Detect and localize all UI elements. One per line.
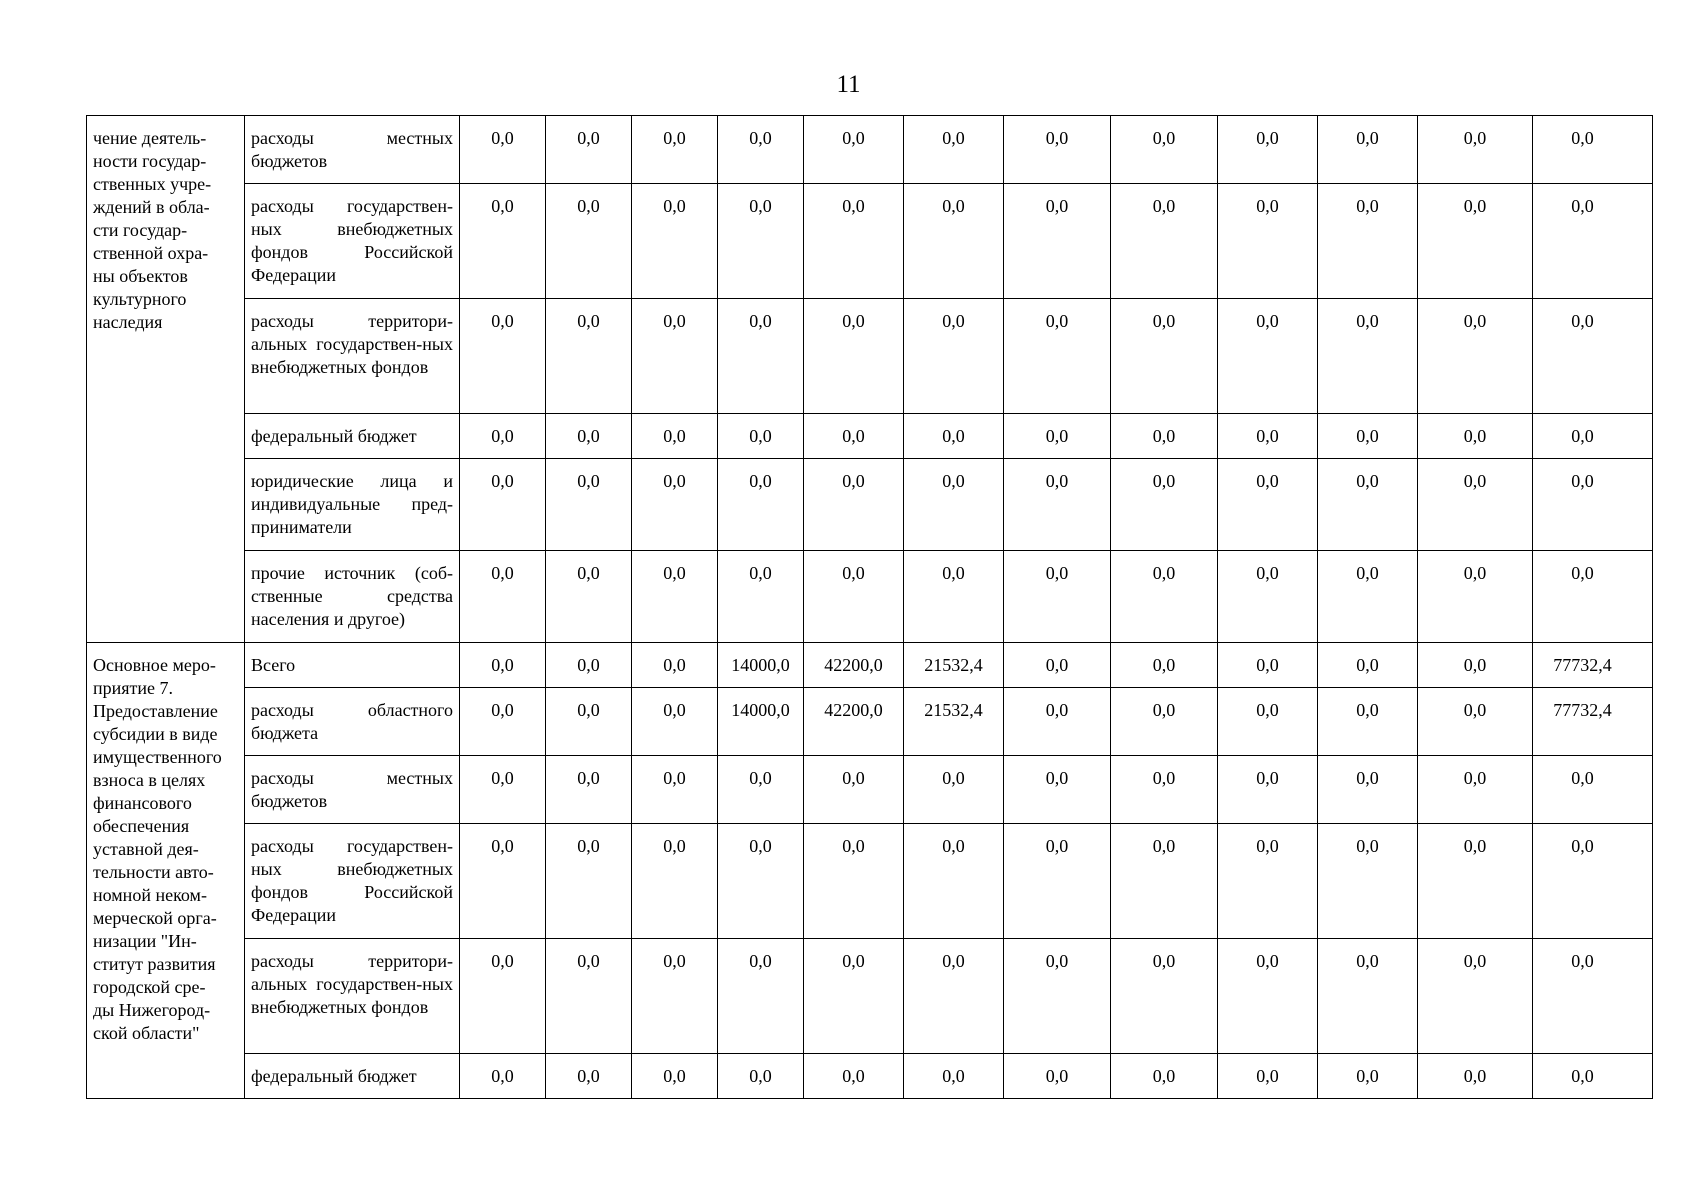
value-cell: 0,0	[1418, 551, 1533, 643]
value-cell: 0,0	[904, 939, 1004, 1054]
value-cell: 0,0	[904, 414, 1004, 459]
value-cell: 0,0	[804, 184, 904, 299]
value-cell: 0,0	[904, 551, 1004, 643]
value-cell: 0,0	[1004, 643, 1111, 688]
value-cell: 0,0	[460, 756, 546, 824]
value-cell: 0,0	[904, 116, 1004, 184]
value-cell: 0,0	[1004, 939, 1111, 1054]
table-row	[87, 939, 1653, 1054]
value-cell: 0,0	[1318, 299, 1418, 414]
value-cell: 42200,0	[804, 688, 904, 756]
value-cell: 0,0	[632, 643, 718, 688]
value-cell: 0,0	[1533, 184, 1653, 299]
value-cell: 0,0	[904, 1054, 1004, 1099]
value-cell: 0,0	[546, 939, 632, 1054]
value-cell: 0,0	[1418, 939, 1533, 1054]
value-cell: 0,0	[1533, 459, 1653, 551]
value-cell: 0,0	[632, 414, 718, 459]
page-number: 11	[836, 71, 861, 98]
budget-table	[86, 115, 1653, 1099]
value-cell: 0,0	[1418, 688, 1533, 756]
funding-source-cell: прочие источник (соб-ственные средства населения и другое)	[245, 551, 460, 643]
value-cell: 0,0	[546, 824, 632, 939]
value-cell: 0,0	[632, 116, 718, 184]
value-cell: 0,0	[804, 1054, 904, 1099]
value-cell: 0,0	[1004, 824, 1111, 939]
value-cell: 0,0	[460, 939, 546, 1054]
value-cell: 0,0	[718, 299, 804, 414]
value-cell: 0,0	[1533, 414, 1653, 459]
value-cell: 0,0	[1218, 824, 1318, 939]
value-cell: 0,0	[546, 1054, 632, 1099]
value-cell: 0,0	[1218, 939, 1318, 1054]
funding-source-cell: юридические лица и индивидуальные пред-приниматели	[245, 459, 460, 551]
value-cell: 0,0	[546, 643, 632, 688]
value-cell: 0,0	[718, 551, 804, 643]
value-cell: 0,0	[632, 459, 718, 551]
table-row	[87, 688, 1653, 756]
table-row	[87, 299, 1653, 414]
value-cell: 0,0	[1004, 1054, 1111, 1099]
value-cell: 0,0	[546, 116, 632, 184]
value-cell: 0,0	[460, 184, 546, 299]
value-cell: 0,0	[1318, 1054, 1418, 1099]
value-cell: 0,0	[1218, 643, 1318, 688]
value-cell: 0,0	[632, 756, 718, 824]
value-cell: 0,0	[718, 1054, 804, 1099]
value-cell: 0,0	[1533, 939, 1653, 1054]
value-cell: 0,0	[804, 299, 904, 414]
funding-source-cell: расходы местных бюджетов	[245, 756, 460, 824]
value-cell: 0,0	[460, 299, 546, 414]
table-row	[87, 1054, 1653, 1099]
value-cell: 0,0	[632, 824, 718, 939]
value-cell: 0,0	[904, 756, 1004, 824]
value-cell: 0,0	[546, 459, 632, 551]
value-cell: 0,0	[1218, 299, 1318, 414]
value-cell: 0,0	[904, 184, 1004, 299]
table-row	[87, 459, 1653, 551]
value-cell: 0,0	[904, 459, 1004, 551]
value-cell: 0,0	[718, 459, 804, 551]
value-cell: 0,0	[1318, 756, 1418, 824]
funding-source-cell: федеральный бюджет	[245, 414, 460, 459]
value-cell: 0,0	[1218, 1054, 1318, 1099]
value-cell: 77732,4	[1533, 688, 1653, 756]
value-cell: 0,0	[460, 116, 546, 184]
value-cell: 0,0	[1111, 551, 1218, 643]
value-cell: 0,0	[546, 299, 632, 414]
table-row	[87, 643, 1653, 688]
value-cell: 0,0	[1318, 459, 1418, 551]
value-cell: 0,0	[1418, 643, 1533, 688]
value-cell: 0,0	[1418, 184, 1533, 299]
value-cell: 0,0	[1004, 184, 1111, 299]
value-cell: 0,0	[1218, 551, 1318, 643]
value-cell: 0,0	[546, 756, 632, 824]
value-cell: 0,0	[1318, 643, 1418, 688]
value-cell: 0,0	[718, 414, 804, 459]
value-cell: 0,0	[460, 459, 546, 551]
value-cell: 0,0	[546, 414, 632, 459]
value-cell: 0,0	[1004, 116, 1111, 184]
value-cell: 0,0	[804, 939, 904, 1054]
funding-source-cell: расходы местных бюджетов	[245, 116, 460, 184]
value-cell: 0,0	[1533, 299, 1653, 414]
value-cell: 0,0	[1533, 756, 1653, 824]
value-cell: 0,0	[632, 551, 718, 643]
value-cell: 0,0	[632, 184, 718, 299]
table-row	[87, 756, 1653, 824]
value-cell: 0,0	[632, 939, 718, 1054]
value-cell: 0,0	[1111, 756, 1218, 824]
value-cell: 0,0	[718, 116, 804, 184]
value-cell: 21532,4	[904, 643, 1004, 688]
value-cell: 0,0	[718, 824, 804, 939]
value-cell: 0,0	[1318, 116, 1418, 184]
value-cell: 0,0	[1318, 939, 1418, 1054]
value-cell: 0,0	[1418, 1054, 1533, 1099]
value-cell: 14000,0	[718, 688, 804, 756]
value-cell: 0,0	[460, 643, 546, 688]
value-cell: 0,0	[546, 551, 632, 643]
value-cell: 0,0	[460, 688, 546, 756]
value-cell: 0,0	[1111, 643, 1218, 688]
value-cell: 0,0	[718, 756, 804, 824]
value-cell: 0,0	[546, 688, 632, 756]
value-cell: 0,0	[632, 299, 718, 414]
value-cell: 0,0	[546, 184, 632, 299]
value-cell: 0,0	[1004, 756, 1111, 824]
funding-source-cell: Всего	[245, 643, 460, 688]
value-cell: 0,0	[1418, 116, 1533, 184]
value-cell: 0,0	[632, 1054, 718, 1099]
value-cell: 0,0	[718, 939, 804, 1054]
funding-source-cell: расходы государствен-ных внебюджетных фондов Российской Федерации	[245, 184, 460, 299]
value-cell: 0,0	[1533, 1054, 1653, 1099]
funding-source-cell: расходы территори-альных государствен-ных внебюджетных фондов	[245, 299, 460, 414]
value-cell: 0,0	[460, 1054, 546, 1099]
value-cell: 0,0	[1533, 824, 1653, 939]
value-cell: 0,0	[1004, 414, 1111, 459]
value-cell: 0,0	[904, 299, 1004, 414]
value-cell: 0,0	[1533, 551, 1653, 643]
value-cell: 0,0	[904, 824, 1004, 939]
value-cell: 0,0	[1111, 459, 1218, 551]
table-row	[87, 414, 1653, 459]
value-cell: 0,0	[1418, 299, 1533, 414]
value-cell: 0,0	[1004, 688, 1111, 756]
value-cell: 0,0	[1218, 756, 1318, 824]
value-cell: 0,0	[1218, 184, 1318, 299]
value-cell: 0,0	[1111, 299, 1218, 414]
value-cell: 0,0	[1418, 756, 1533, 824]
value-cell: 0,0	[1318, 414, 1418, 459]
value-cell: 21532,4	[904, 688, 1004, 756]
value-cell: 0,0	[1218, 116, 1318, 184]
value-cell: 0,0	[1533, 116, 1653, 184]
value-cell: 0,0	[1418, 824, 1533, 939]
funding-source-cell: федеральный бюджет	[245, 1054, 460, 1099]
value-cell: 0,0	[804, 116, 904, 184]
value-cell: 0,0	[804, 414, 904, 459]
value-cell: 0,0	[1218, 459, 1318, 551]
value-cell: 14000,0	[718, 643, 804, 688]
table-row	[87, 184, 1653, 299]
value-cell: 0,0	[1111, 116, 1218, 184]
funding-source-cell: расходы государствен-ных внебюджетных фондов Российской Федерации	[245, 824, 460, 939]
value-cell: 0,0	[1318, 688, 1418, 756]
table-row	[87, 824, 1653, 939]
value-cell: 0,0	[1004, 299, 1111, 414]
value-cell: 0,0	[804, 824, 904, 939]
value-cell: 0,0	[1218, 414, 1318, 459]
value-cell: 0,0	[460, 824, 546, 939]
funding-source-cell: расходы областного бюджета	[245, 688, 460, 756]
value-cell: 0,0	[1004, 551, 1111, 643]
value-cell: 0,0	[1218, 688, 1318, 756]
value-cell: 0,0	[1111, 1054, 1218, 1099]
value-cell: 0,0	[1111, 184, 1218, 299]
value-cell: 0,0	[1111, 824, 1218, 939]
table-row	[87, 116, 1653, 184]
value-cell: 0,0	[1111, 688, 1218, 756]
value-cell: 0,0	[460, 414, 546, 459]
value-cell: 0,0	[1004, 459, 1111, 551]
value-cell: 0,0	[804, 459, 904, 551]
funding-source-cell: расходы территори-альных государствен-ных внебюджетных фондов	[245, 939, 460, 1054]
table-row	[87, 551, 1653, 643]
value-cell: 0,0	[1418, 414, 1533, 459]
value-cell: 0,0	[804, 756, 904, 824]
value-cell: 0,0	[1318, 824, 1418, 939]
value-cell: 0,0	[1318, 184, 1418, 299]
value-cell: 0,0	[460, 551, 546, 643]
value-cell: 42200,0	[804, 643, 904, 688]
value-cell: 0,0	[632, 688, 718, 756]
value-cell: 0,0	[1111, 414, 1218, 459]
value-cell: 77732,4	[1533, 643, 1653, 688]
value-cell: 0,0	[718, 184, 804, 299]
value-cell: 0,0	[1318, 551, 1418, 643]
value-cell: 0,0	[1111, 939, 1218, 1054]
value-cell: 0,0	[804, 551, 904, 643]
value-cell: 0,0	[1418, 459, 1533, 551]
measure-name-cell: чение деятель- ности государ- ственных учре- ждений в обла- сти государ- ственной охра- ны объектов культурного наследия	[87, 116, 245, 643]
measure-name-cell: Основное меро- приятие 7. Предоставление субсидии в виде имущественного взноса в целях финансового обеспечения уставной дея- тельности авто- номной неком- мерческой орга- низации "Ин- ститут развития городской сре- ды Нижегород- ской области"	[87, 643, 245, 1099]
